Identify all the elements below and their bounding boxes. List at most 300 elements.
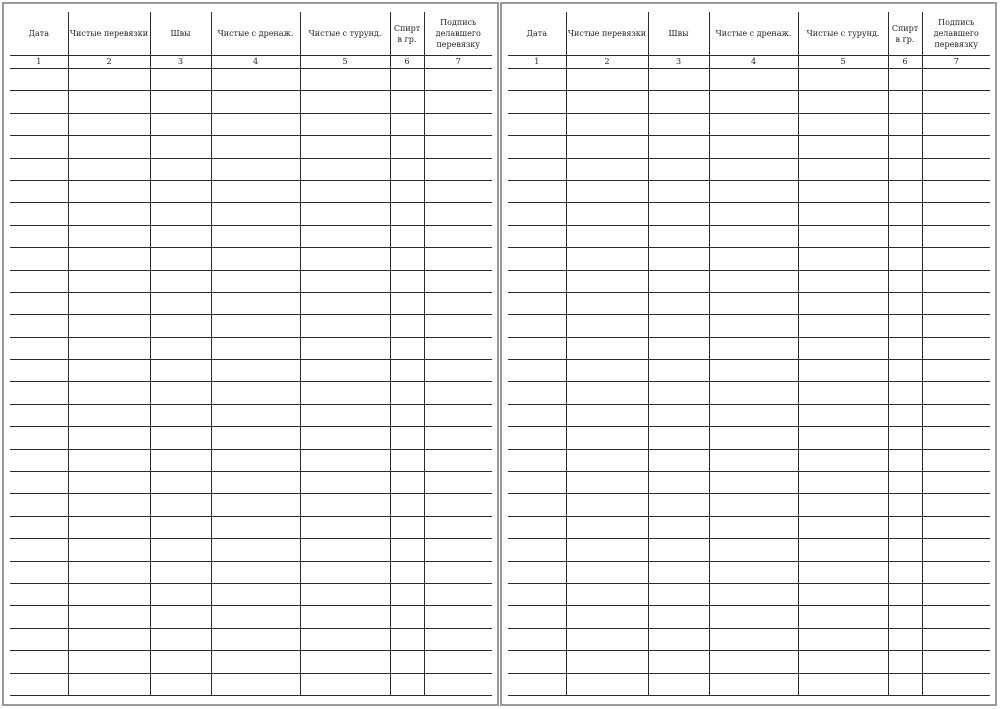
- form-cell[interactable]: [150, 248, 211, 270]
- form-cell[interactable]: [68, 337, 150, 359]
- form-cell[interactable]: [508, 180, 566, 202]
- form-cell[interactable]: [211, 673, 300, 695]
- form-cell[interactable]: [709, 69, 798, 91]
- form-cell[interactable]: [300, 651, 390, 673]
- form-cell[interactable]: [888, 673, 922, 695]
- form-cell[interactable]: [798, 292, 888, 314]
- form-cell[interactable]: [10, 494, 68, 516]
- form-cell[interactable]: [390, 91, 424, 113]
- form-cell[interactable]: [10, 583, 68, 605]
- form-cell[interactable]: [648, 628, 709, 650]
- form-cell[interactable]: [798, 382, 888, 404]
- form-cell[interactable]: [68, 561, 150, 583]
- form-cell[interactable]: [390, 561, 424, 583]
- form-cell[interactable]: [566, 158, 648, 180]
- form-cell[interactable]: [566, 270, 648, 292]
- form-cell[interactable]: [922, 248, 990, 270]
- form-cell[interactable]: [10, 203, 68, 225]
- form-cell[interactable]: [566, 628, 648, 650]
- form-cell[interactable]: [211, 583, 300, 605]
- form-cell[interactable]: [390, 427, 424, 449]
- form-cell[interactable]: [68, 651, 150, 673]
- form-cell[interactable]: [68, 91, 150, 113]
- form-cell[interactable]: [150, 539, 211, 561]
- form-cell[interactable]: [300, 404, 390, 426]
- form-cell[interactable]: [888, 69, 922, 91]
- form-cell[interactable]: [798, 315, 888, 337]
- form-cell[interactable]: [508, 225, 566, 247]
- form-cell[interactable]: [211, 516, 300, 538]
- form-cell[interactable]: [798, 673, 888, 695]
- form-cell[interactable]: [709, 113, 798, 135]
- form-cell[interactable]: [211, 494, 300, 516]
- form-cell[interactable]: [300, 449, 390, 471]
- form-cell[interactable]: [566, 315, 648, 337]
- form-cell[interactable]: [508, 136, 566, 158]
- form-cell[interactable]: [798, 539, 888, 561]
- form-cell[interactable]: [10, 315, 68, 337]
- form-cell[interactable]: [211, 203, 300, 225]
- form-cell[interactable]: [390, 516, 424, 538]
- form-cell[interactable]: [390, 472, 424, 494]
- form-cell[interactable]: [648, 136, 709, 158]
- form-cell[interactable]: [424, 203, 492, 225]
- form-cell[interactable]: [798, 606, 888, 628]
- form-cell[interactable]: [798, 360, 888, 382]
- form-cell[interactable]: [300, 270, 390, 292]
- form-cell[interactable]: [888, 91, 922, 113]
- form-cell[interactable]: [10, 360, 68, 382]
- form-cell[interactable]: [424, 69, 492, 91]
- form-cell[interactable]: [424, 561, 492, 583]
- form-cell[interactable]: [709, 203, 798, 225]
- form-cell[interactable]: [922, 69, 990, 91]
- form-cell[interactable]: [10, 628, 68, 650]
- form-cell[interactable]: [211, 180, 300, 202]
- form-cell[interactable]: [566, 404, 648, 426]
- form-cell[interactable]: [10, 673, 68, 695]
- form-cell[interactable]: [150, 561, 211, 583]
- form-cell[interactable]: [922, 91, 990, 113]
- form-cell[interactable]: [10, 606, 68, 628]
- form-cell[interactable]: [508, 69, 566, 91]
- form-cell[interactable]: [566, 561, 648, 583]
- form-cell[interactable]: [390, 113, 424, 135]
- form-cell[interactable]: [150, 516, 211, 538]
- form-cell[interactable]: [300, 382, 390, 404]
- form-cell[interactable]: [648, 427, 709, 449]
- form-cell[interactable]: [390, 606, 424, 628]
- form-cell[interactable]: [150, 673, 211, 695]
- form-cell[interactable]: [508, 360, 566, 382]
- form-cell[interactable]: [390, 203, 424, 225]
- form-cell[interactable]: [888, 180, 922, 202]
- form-cell[interactable]: [300, 606, 390, 628]
- form-cell[interactable]: [424, 539, 492, 561]
- form-cell[interactable]: [424, 158, 492, 180]
- form-cell[interactable]: [566, 337, 648, 359]
- form-cell[interactable]: [10, 561, 68, 583]
- form-cell[interactable]: [211, 113, 300, 135]
- form-cell[interactable]: [888, 606, 922, 628]
- form-cell[interactable]: [798, 248, 888, 270]
- form-cell[interactable]: [888, 315, 922, 337]
- form-cell[interactable]: [798, 472, 888, 494]
- form-cell[interactable]: [424, 292, 492, 314]
- form-cell[interactable]: [68, 539, 150, 561]
- form-cell[interactable]: [566, 651, 648, 673]
- form-cell[interactable]: [300, 158, 390, 180]
- form-cell[interactable]: [300, 248, 390, 270]
- form-cell[interactable]: [709, 516, 798, 538]
- form-cell[interactable]: [648, 158, 709, 180]
- form-cell[interactable]: [508, 113, 566, 135]
- form-cell[interactable]: [798, 158, 888, 180]
- form-cell[interactable]: [566, 494, 648, 516]
- form-cell[interactable]: [300, 673, 390, 695]
- form-cell[interactable]: [150, 292, 211, 314]
- form-cell[interactable]: [798, 516, 888, 538]
- form-cell[interactable]: [922, 203, 990, 225]
- form-cell[interactable]: [150, 382, 211, 404]
- form-cell[interactable]: [10, 337, 68, 359]
- form-cell[interactable]: [922, 561, 990, 583]
- form-cell[interactable]: [68, 270, 150, 292]
- form-cell[interactable]: [424, 427, 492, 449]
- form-cell[interactable]: [922, 628, 990, 650]
- form-cell[interactable]: [922, 606, 990, 628]
- form-cell[interactable]: [211, 136, 300, 158]
- form-cell[interactable]: [922, 337, 990, 359]
- form-cell[interactable]: [150, 203, 211, 225]
- form-cell[interactable]: [390, 583, 424, 605]
- form-cell[interactable]: [798, 225, 888, 247]
- form-cell[interactable]: [424, 360, 492, 382]
- form-cell[interactable]: [798, 203, 888, 225]
- form-cell[interactable]: [566, 382, 648, 404]
- form-cell[interactable]: [150, 606, 211, 628]
- form-cell[interactable]: [211, 472, 300, 494]
- form-cell[interactable]: [888, 472, 922, 494]
- form-cell[interactable]: [798, 270, 888, 292]
- form-cell[interactable]: [648, 180, 709, 202]
- form-cell[interactable]: [648, 673, 709, 695]
- form-cell[interactable]: [888, 404, 922, 426]
- form-cell[interactable]: [10, 516, 68, 538]
- form-cell[interactable]: [390, 494, 424, 516]
- form-cell[interactable]: [390, 404, 424, 426]
- form-cell[interactable]: [150, 651, 211, 673]
- form-cell[interactable]: [648, 539, 709, 561]
- form-cell[interactable]: [566, 673, 648, 695]
- form-cell[interactable]: [508, 315, 566, 337]
- form-cell[interactable]: [566, 136, 648, 158]
- form-cell[interactable]: [798, 449, 888, 471]
- form-cell[interactable]: [648, 270, 709, 292]
- form-cell[interactable]: [922, 270, 990, 292]
- form-cell[interactable]: [10, 248, 68, 270]
- form-cell[interactable]: [709, 270, 798, 292]
- form-cell[interactable]: [922, 315, 990, 337]
- form-cell[interactable]: [390, 180, 424, 202]
- form-cell[interactable]: [709, 315, 798, 337]
- form-cell[interactable]: [300, 292, 390, 314]
- form-cell[interactable]: [150, 270, 211, 292]
- form-cell[interactable]: [150, 136, 211, 158]
- form-cell[interactable]: [888, 225, 922, 247]
- form-cell[interactable]: [150, 337, 211, 359]
- form-cell[interactable]: [68, 180, 150, 202]
- form-cell[interactable]: [648, 449, 709, 471]
- form-cell[interactable]: [648, 91, 709, 113]
- form-cell[interactable]: [508, 292, 566, 314]
- form-cell[interactable]: [300, 360, 390, 382]
- form-cell[interactable]: [150, 472, 211, 494]
- form-cell[interactable]: [10, 472, 68, 494]
- form-cell[interactable]: [798, 136, 888, 158]
- form-cell[interactable]: [798, 561, 888, 583]
- form-cell[interactable]: [390, 449, 424, 471]
- form-cell[interactable]: [68, 516, 150, 538]
- form-cell[interactable]: [390, 651, 424, 673]
- form-cell[interactable]: [150, 225, 211, 247]
- form-cell[interactable]: [888, 427, 922, 449]
- form-cell[interactable]: [300, 203, 390, 225]
- form-cell[interactable]: [922, 180, 990, 202]
- form-cell[interactable]: [888, 360, 922, 382]
- form-cell[interactable]: [424, 337, 492, 359]
- form-cell[interactable]: [508, 404, 566, 426]
- form-cell[interactable]: [424, 382, 492, 404]
- form-cell[interactable]: [10, 180, 68, 202]
- form-cell[interactable]: [888, 539, 922, 561]
- form-cell[interactable]: [566, 449, 648, 471]
- form-cell[interactable]: [150, 427, 211, 449]
- form-cell[interactable]: [68, 449, 150, 471]
- form-cell[interactable]: [566, 472, 648, 494]
- form-cell[interactable]: [888, 583, 922, 605]
- form-cell[interactable]: [709, 404, 798, 426]
- form-cell[interactable]: [424, 449, 492, 471]
- form-cell[interactable]: [150, 494, 211, 516]
- form-cell[interactable]: [150, 158, 211, 180]
- form-cell[interactable]: [424, 583, 492, 605]
- form-cell[interactable]: [566, 248, 648, 270]
- form-cell[interactable]: [798, 69, 888, 91]
- form-cell[interactable]: [648, 472, 709, 494]
- form-cell[interactable]: [300, 427, 390, 449]
- form-cell[interactable]: [709, 248, 798, 270]
- form-cell[interactable]: [68, 203, 150, 225]
- form-cell[interactable]: [709, 427, 798, 449]
- form-cell[interactable]: [648, 292, 709, 314]
- form-cell[interactable]: [888, 651, 922, 673]
- form-cell[interactable]: [566, 516, 648, 538]
- form-cell[interactable]: [424, 673, 492, 695]
- form-cell[interactable]: [211, 651, 300, 673]
- form-cell[interactable]: [424, 628, 492, 650]
- form-cell[interactable]: [888, 628, 922, 650]
- form-cell[interactable]: [10, 136, 68, 158]
- form-cell[interactable]: [508, 270, 566, 292]
- form-cell[interactable]: [68, 382, 150, 404]
- form-cell[interactable]: [566, 606, 648, 628]
- form-cell[interactable]: [390, 292, 424, 314]
- form-cell[interactable]: [648, 360, 709, 382]
- form-cell[interactable]: [566, 292, 648, 314]
- form-cell[interactable]: [648, 561, 709, 583]
- form-cell[interactable]: [300, 113, 390, 135]
- form-cell[interactable]: [150, 180, 211, 202]
- form-cell[interactable]: [211, 69, 300, 91]
- form-cell[interactable]: [709, 158, 798, 180]
- form-cell[interactable]: [68, 404, 150, 426]
- form-cell[interactable]: [211, 561, 300, 583]
- form-cell[interactable]: [424, 516, 492, 538]
- form-cell[interactable]: [211, 315, 300, 337]
- form-cell[interactable]: [10, 427, 68, 449]
- form-cell[interactable]: [68, 673, 150, 695]
- form-cell[interactable]: [150, 583, 211, 605]
- form-cell[interactable]: [150, 91, 211, 113]
- form-cell[interactable]: [888, 337, 922, 359]
- form-cell[interactable]: [888, 270, 922, 292]
- form-cell[interactable]: [888, 292, 922, 314]
- form-cell[interactable]: [10, 382, 68, 404]
- form-cell[interactable]: [922, 404, 990, 426]
- form-cell[interactable]: [508, 382, 566, 404]
- form-cell[interactable]: [922, 158, 990, 180]
- form-cell[interactable]: [424, 113, 492, 135]
- form-cell[interactable]: [709, 673, 798, 695]
- form-cell[interactable]: [648, 583, 709, 605]
- form-cell[interactable]: [10, 113, 68, 135]
- form-cell[interactable]: [211, 270, 300, 292]
- form-cell[interactable]: [508, 203, 566, 225]
- form-cell[interactable]: [68, 472, 150, 494]
- form-cell[interactable]: [798, 651, 888, 673]
- form-cell[interactable]: [922, 449, 990, 471]
- form-cell[interactable]: [798, 583, 888, 605]
- form-cell[interactable]: [424, 270, 492, 292]
- form-cell[interactable]: [508, 472, 566, 494]
- form-cell[interactable]: [424, 315, 492, 337]
- form-cell[interactable]: [508, 158, 566, 180]
- form-cell[interactable]: [508, 628, 566, 650]
- form-cell[interactable]: [211, 382, 300, 404]
- form-cell[interactable]: [709, 91, 798, 113]
- form-cell[interactable]: [648, 606, 709, 628]
- form-cell[interactable]: [424, 91, 492, 113]
- form-cell[interactable]: [300, 494, 390, 516]
- form-cell[interactable]: [424, 225, 492, 247]
- form-cell[interactable]: [211, 337, 300, 359]
- form-cell[interactable]: [508, 337, 566, 359]
- form-cell[interactable]: [68, 248, 150, 270]
- form-cell[interactable]: [10, 270, 68, 292]
- form-cell[interactable]: [424, 136, 492, 158]
- form-cell[interactable]: [424, 180, 492, 202]
- form-cell[interactable]: [390, 315, 424, 337]
- form-cell[interactable]: [922, 427, 990, 449]
- form-cell[interactable]: [888, 494, 922, 516]
- form-cell[interactable]: [709, 651, 798, 673]
- form-cell[interactable]: [566, 91, 648, 113]
- form-cell[interactable]: [10, 91, 68, 113]
- form-cell[interactable]: [211, 292, 300, 314]
- form-cell[interactable]: [888, 382, 922, 404]
- form-cell[interactable]: [922, 136, 990, 158]
- form-cell[interactable]: [150, 69, 211, 91]
- form-cell[interactable]: [390, 270, 424, 292]
- form-cell[interactable]: [300, 539, 390, 561]
- form-cell[interactable]: [150, 315, 211, 337]
- form-cell[interactable]: [68, 628, 150, 650]
- form-cell[interactable]: [922, 292, 990, 314]
- form-cell[interactable]: [424, 472, 492, 494]
- form-cell[interactable]: [648, 248, 709, 270]
- form-cell[interactable]: [424, 404, 492, 426]
- form-cell[interactable]: [709, 606, 798, 628]
- form-cell[interactable]: [390, 225, 424, 247]
- form-cell[interactable]: [68, 292, 150, 314]
- form-cell[interactable]: [10, 539, 68, 561]
- form-cell[interactable]: [709, 360, 798, 382]
- form-cell[interactable]: [709, 628, 798, 650]
- form-cell[interactable]: [300, 628, 390, 650]
- form-cell[interactable]: [68, 360, 150, 382]
- form-cell[interactable]: [10, 292, 68, 314]
- form-cell[interactable]: [798, 494, 888, 516]
- form-cell[interactable]: [300, 472, 390, 494]
- form-cell[interactable]: [508, 427, 566, 449]
- form-cell[interactable]: [888, 516, 922, 538]
- form-cell[interactable]: [798, 628, 888, 650]
- form-cell[interactable]: [300, 180, 390, 202]
- form-cell[interactable]: [68, 583, 150, 605]
- form-cell[interactable]: [390, 337, 424, 359]
- form-cell[interactable]: [211, 539, 300, 561]
- form-cell[interactable]: [888, 449, 922, 471]
- form-cell[interactable]: [508, 561, 566, 583]
- form-cell[interactable]: [648, 315, 709, 337]
- form-cell[interactable]: [508, 248, 566, 270]
- form-cell[interactable]: [798, 427, 888, 449]
- form-cell[interactable]: [648, 69, 709, 91]
- form-cell[interactable]: [648, 494, 709, 516]
- form-cell[interactable]: [648, 337, 709, 359]
- form-cell[interactable]: [798, 180, 888, 202]
- form-cell[interactable]: [648, 404, 709, 426]
- form-cell[interactable]: [508, 606, 566, 628]
- form-cell[interactable]: [390, 158, 424, 180]
- form-cell[interactable]: [150, 113, 211, 135]
- form-cell[interactable]: [648, 651, 709, 673]
- form-cell[interactable]: [211, 360, 300, 382]
- form-cell[interactable]: [10, 404, 68, 426]
- form-cell[interactable]: [709, 382, 798, 404]
- form-cell[interactable]: [648, 225, 709, 247]
- form-cell[interactable]: [300, 561, 390, 583]
- form-cell[interactable]: [922, 516, 990, 538]
- form-cell[interactable]: [648, 516, 709, 538]
- form-cell[interactable]: [424, 651, 492, 673]
- form-cell[interactable]: [888, 248, 922, 270]
- form-cell[interactable]: [922, 472, 990, 494]
- form-cell[interactable]: [922, 225, 990, 247]
- form-cell[interactable]: [68, 315, 150, 337]
- form-cell[interactable]: [424, 494, 492, 516]
